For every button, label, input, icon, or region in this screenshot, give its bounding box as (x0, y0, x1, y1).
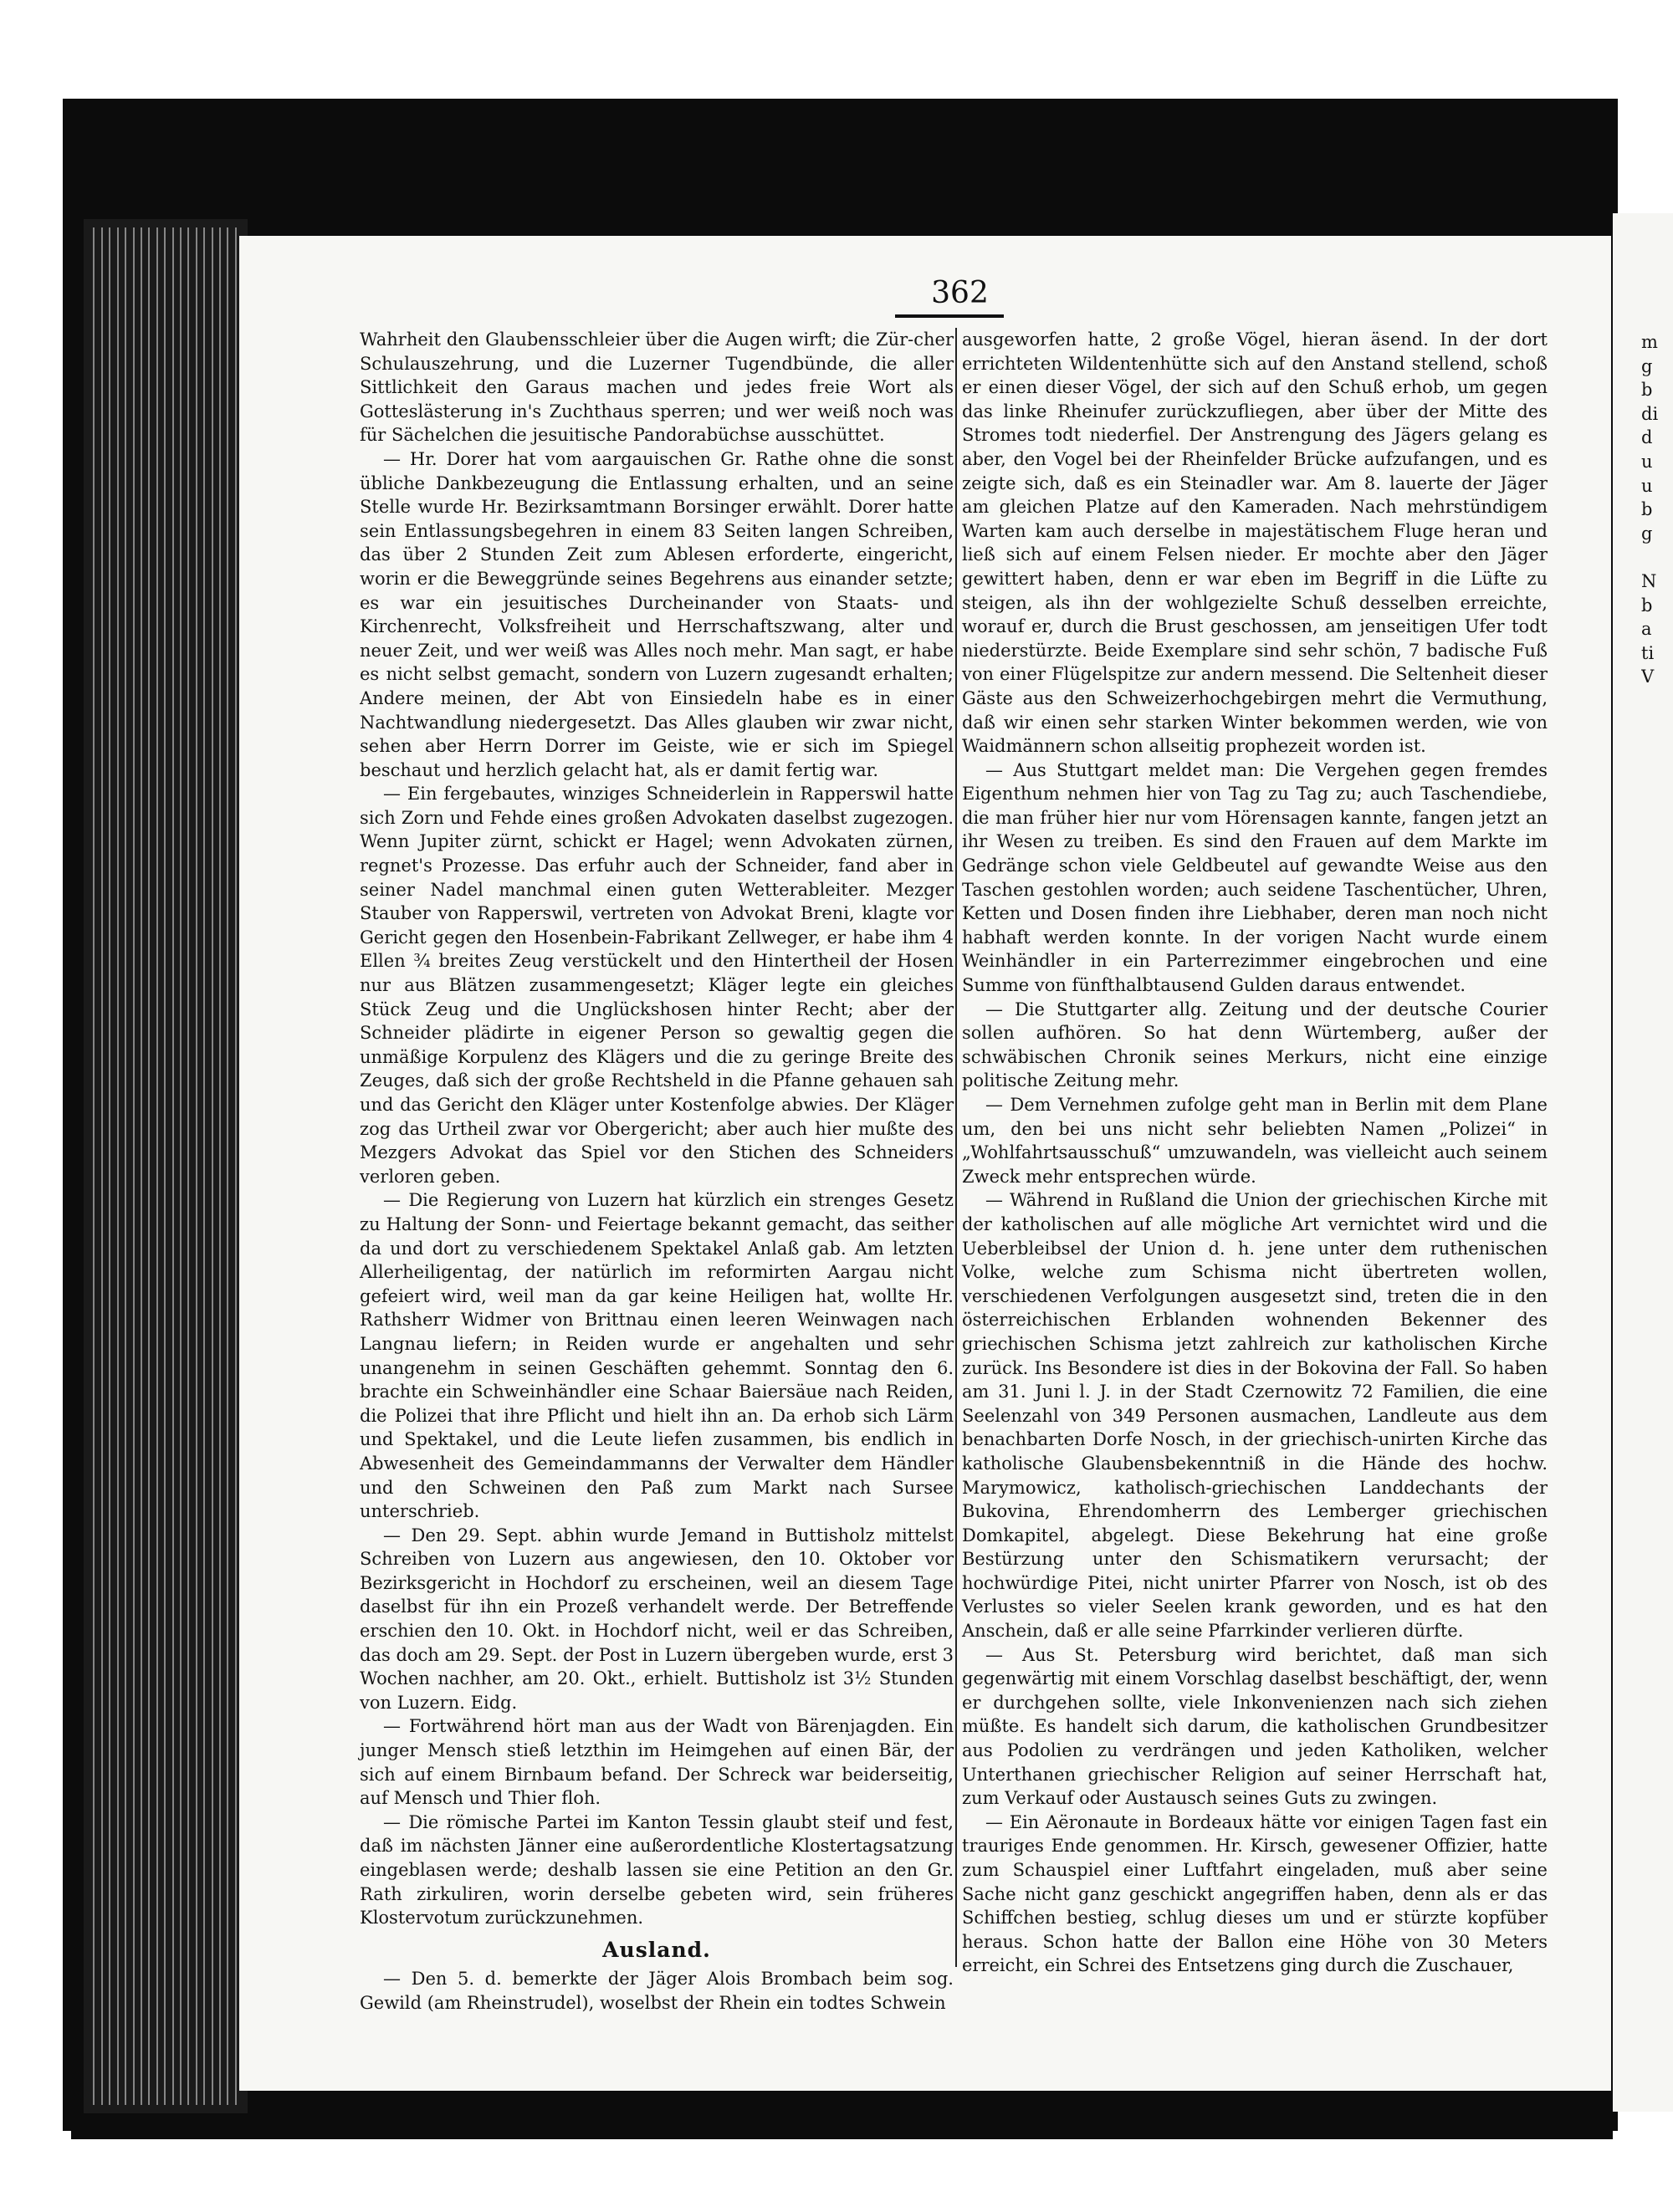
facing-page-fragment: u (1641, 475, 1653, 496)
left-paragraph: — Die Regierung von Luzern hat kürzlich ein strenges Gesetz zu Haltung der Sonn- und Feiertage bekannt gemacht, das seither da und dort zu verschiedenem Spektakel Anlaß gab. Am letzten Allerheiligentag, der natürlich im reformirten Aargau nicht gefeiert wird, weil man da gar keine Heiligen hat, wollte Hr. Rathsherr Widmer von Brittnau einen leeren Weinwagen nach Langnau liefern; in Reiden wurde er angehalten und sehr unangenehm in seinen Geschäften gehemmt. Sonntag den 6. brachte ein Schweinhändler eine Schaar Baiersäue nach Reiden, die Polizei that ihre Pflicht und hielt ihn an. Da erhob sich Lärm und Spektakel, und die Leute liefen zusammen, bis endlich in Abwesenheit des Gemeindammanns der Verwalter dem Händler und den Schweinen den Paß zum Markt nach Sursee unterschrieb. (360, 1190, 954, 1522)
right-paragraph: — Ein Aëronaute in Bordeaux hätte vor einigen Tagen fast ein trauriges Ende genommen. Hr. Kirsch, gewesener Offizier, hatte zum Schauspiel einer Luftfahrt eingeladen, muß aber seine Sache nicht ganz geschickt angegriffen haben, denn als er das Schiffchen bestieg, schlug dieses um und er stürzte kopfüber heraus. Schon hatte der Ballon eine Höhe von 30 Meters erreicht, ein Schrei des Entsetzens ging durch die Zuschauer, (962, 1811, 1548, 1976)
left-paragraph: Wahrheit den Glaubensschleier über die Augen wirft; die Zür-cher Schulauszehrung, und die Luzerner Tugendbünde, die aller Sittlichkeit den Garaus machen und jedes freie Wort als Gotteslästerung in's Zuchthaus sperren; und wer weiß noch was für Sächelchen die jesuitische Pandorabüchse ausschüttet. (360, 330, 954, 446)
page-edges (84, 219, 248, 2113)
facing-page-fragment: g (1641, 523, 1653, 544)
right-paragraph: — Aus St. Petersburg wird berichtet, daß man sich gegenwärtig mit einem Vorschlag daselbst beschäftigt, der, wenn er durchgehen sollte, viele Inkonvenienzen nach sich ziehen müßte. Es handelt sich darum, die katholischen Grundbesitzer aus Podolien zu verdrängen und jeden Katholiken, welcher Unterthanen griechischer Religion auf seiner Herrschaft hat, zum Verkauf oder Austausch seines Guts zu zwingen. (962, 1644, 1548, 1809)
page-number-underline (895, 314, 1004, 318)
right-paragraph: — Während in Rußland die Union der griechischen Kirche mit der katholischen auf alle mögliche Art vernichtet wird und die Ueberbleibsel der Union d. h. jene unter dem ruthenischen Volke, welche zum Schisma nicht übertreten wollen, verschiedenen Verfolgungen ausgesetzt sind, treten die in den österreichischen Erblanden wohnenden Bekenner des griechischen Schisma jetzt zahlreich zur katholischen Kirche zurück. Ins Besondere ist dies in der Bokovina der Fall. So haben am 31. Juni l. J. in der Stadt Czernowitz 72 Familien, die eine Seelenzahl von 349 Personen ausmachen, Landleute aus dem benachbarten Dorfe Nosch, in der griechisch-unirten Kirche das katholische Glaubensbekenntniß in die Hände des hochw. Marymowicz, katholisch-griechischen Landdechants der Bukovina, Ehrendomherrn des Lemberger griechischen Domkapitel, abgelegt. Diese Bekehrung hat eine große Bestürzung unter den Schismatikern verursacht; der hochwürdige Pitei, nicht unirter Pfarrer von Nosch, ist ob des Verlustes so vieler Seelen krank geworden, und es hat den Anschein, daß er alle seine Pfarrkinder verlieren dürfte. (962, 1190, 1548, 1642)
facing-page-fragment (1641, 545, 1671, 570)
right-paragraph: — Die Stuttgarter allg. Zeitung und der deutsche Courier sollen aufhören. So hat denn Würtemberg, außer der schwäbischen Chronik seines Merkurs, nicht eine einzige politische Zeitung mehr. (962, 999, 1548, 1091)
facing-page-fragment: V (1641, 667, 1655, 687)
left-paragraph: — Hr. Dorer hat vom aargauischen Gr. Rathe ohne die sonst übliche Dankbezeugung die Entlassung erhalten, und an seine Stelle wurde Hr. Bezirksamtmann Borsinger erwählt. Dorer hatte sein Entlassungsbegehren in einem 83 Seiten langen Schreiben, das über 2 Stunden Zeit zum Ablesen erforderte, eingericht, worin er die Beweggründe seines Begehrens aus einander setzte; es war ein jesuitisches Durcheinander von Staats- und Kirchenrecht, Volksfreiheit und Herrschaftszwang, alter und neuer Zeit, und wer weiß was Alles noch mehr. Man sagt, er habe es nicht selbst gemacht, sondern von Luzern zugesandt erhalten; Andere meinen, der Abt von Einsiedeln habe es in einer Nachtwandlung niedergesetzt. Das Alles glauben wir zwar nicht, sehen aber Herrn Dorrer im Geiste, wie er sich im Spiegel beschaut und herzlich gelacht hat, als er damit fertig war. (360, 448, 954, 780)
left-paragraph: — Ein fergebautes, winziges Schneiderlein in Rapperswil hatte sich Zorn und Fehde eines großen Advokaten daselbst zugezogen. Wenn Jupiter zürnt, schickt er Hagel; wenn Advokaten zürnen, regnet's Prozesse. Das erfuhr auch der Schneider, fand aber in seiner Nadel manchmal einen guten Wetterableiter. Mezger Stauber von Rapperswil, vertreten von Advokat Breni, klagte vor Gericht gegen den Hosenbein-Fabrikant Zellweger, er habe ihm 4 Ellen ¾ breites Zeug verstückelt und den Hintertheil der Hosen nur aus Blätzen zusammengesetzt; Kläger legte ein gleiches Stück Zeug und die Unglückshosen hinter Recht; aber der Schneider plädirte in eigener Person so gewaltig gegen die unmäßige Korpulenz des Klägers und die zu geringe Breite des Zeuges, daß sich der große Rechtsheld in die Pfanne gehauen sah und das Gericht den Kläger unter Kostenfolge abwies. Der Kläger zog das Urtheil zwar vor Obergericht; aber auch hier mußte des Mezgers Advokat das Spiel vor den Stichen des Schneiders verloren geben. (360, 784, 954, 1187)
left-paragraph: — Den 29. Sept. abhin wurde Jemand in Buttisholz mittelst Schreiben von Luzern aus angewiesen, den 10. Oktober vor Bezirksgericht in Hochdorf zu erscheinen, weil an diesem Tage daselbst für ihn ein Prozeß verhandelt werde. Der Betreffende erschien den 10. Okt. in Hochdorf nicht, weil er das Schreiben, das doch am 29. Sept. der Post in Luzern übergeben wurde, erst 3 Wochen nachher, am 20. Okt., erhielt. Buttisholz ist 3½ Stunden von Luzern. Eidg. (360, 1525, 954, 1713)
facing-page-fragment: ti (1641, 642, 1655, 663)
book-block-top (71, 99, 1613, 237)
right-column (962, 328, 1548, 1978)
facing-page-fragment: N (1641, 570, 1657, 591)
facing-page-fragment: g (1641, 355, 1653, 376)
left-column (360, 328, 954, 2015)
facing-page-text (1641, 330, 1671, 689)
left-paragraph: — Den 5. d. bemerkte der Jäger Alois Brombach beim sog. Gewild (am Rheinstrudel), woselbst der Rhein ein todtes Schwein (360, 1969, 954, 2013)
page-number: 362 (931, 276, 989, 310)
left-paragraph: — Fortwährend hört man aus der Wadt von Bärenjagden. Ein junger Mensch stieß letzthin im Heimgehen auf einen Bär, der sich auf einem Birnbaum befand. Der Schreck war beiderseitig, auf Mensch und Thier floh. (360, 1716, 954, 1809)
right-paragraph: ausgeworfen hatte, 2 große Vögel, hieran äsend. In der dort errichteten Wildentenhütte sich auf den Anstand stellend, schoß er einen dieser Vögel, der sich auf den Schuß erhob, um gegen das linke Rheinufer zurückzufliegen, aber über der Mitte des Stromes todt niederfiel. Der Anstrengung des Jägers gelang es aber, den Vogel bei der Rheinfelder Brücke aufzufangen, und es zeigte sich, daß es ein Steinadler war. Am 8. lauerte der Jäger am gleichen Platze auf den Kameraden. Nach mehrstündigem Warten kam auch derselbe in majestätischem Fluge heran und ließ sich auf einem Felsen nieder. Er mochte aber den Jäger gewittert haben, denn er war eben im Begriff in die Lüfte zu steigen, als ihn der wohlgezielte Schuß desselben erreichte, worauf er, durch die Brust geschossen, am jenseitigen Ufer todt niederstürzte. Beide Exemplare sind sehr schön, 7 badische Fuß von einer Flügelspitze zur andern messend. Die Seltenheit dieser Gäste aus den Schweizerhochgebirgen mehrt die Vermuthung, daß wir einen sehr starken Winter bekommen werden, wie von Waidmännern schon allseitig prophezeit worden ist. (962, 330, 1548, 757)
facing-page-fragment: b (1641, 380, 1653, 401)
right-paragraph: — Aus Stuttgart meldet man: Die Vergehen gegen fremdes Eigenthum nehmen hier von Tag zu Tag zu; auch Taschendiebe, die man früher hier nur vom Hörensagen kannte, fangen jetzt an ihr Wesen zu treiben. Es sind den Frauen auf dem Markte im Gedränge schon viele Geldbeutel auf gewandte Weise aus den Taschen gestohlen worden; auch seidene Taschentücher, Uhren, Ketten und Dosen finden ihre Liebhaber, deren man noch nicht habhaft werden konnte. In der vorigen Nacht wurde einem Weinhändler in ein Parterrezimmer eingebrochen und eine Summe von fünfthalbtausend Gulden daraus entwendet. (962, 759, 1548, 996)
facing-page-fragment: b (1641, 595, 1653, 616)
book-block-bottom (71, 2089, 1613, 2139)
scanner-border-top (0, 0, 1673, 100)
facing-page-fragment: m (1641, 332, 1658, 352)
left-paragraph: — Die römische Partei im Kanton Tessin glaubt steif und fest, daß im nächsten Jänner eine außerordentliche Klostertagsatzung eingeblasen werde; deshalb lassen sie eine Petition an den Gr. Rath zirkuliren, worin derselbe gebeten wird, sein früheres Klostervotum zurückzunehmen. (360, 1811, 954, 1928)
right-paragraph: — Dem Vernehmen zufolge geht man in Berlin mit dem Plane um, den bei uns nicht sehr beliebten Namen „Polizei“ in „Wohlfahrtsausschuß“ umzuwandeln, was vielleicht auch seinem Zweck mehr entsprechen würde. (962, 1095, 1548, 1187)
facing-page-fragment: b (1641, 499, 1653, 520)
facing-page-fragment: u (1641, 451, 1653, 472)
facing-page-fragment: a (1641, 619, 1652, 640)
section-heading: Ausland. (602, 1937, 711, 1962)
column-divider (955, 328, 957, 1967)
facing-page-fragment: di (1641, 403, 1659, 424)
facing-page-fragment: d (1641, 427, 1653, 448)
